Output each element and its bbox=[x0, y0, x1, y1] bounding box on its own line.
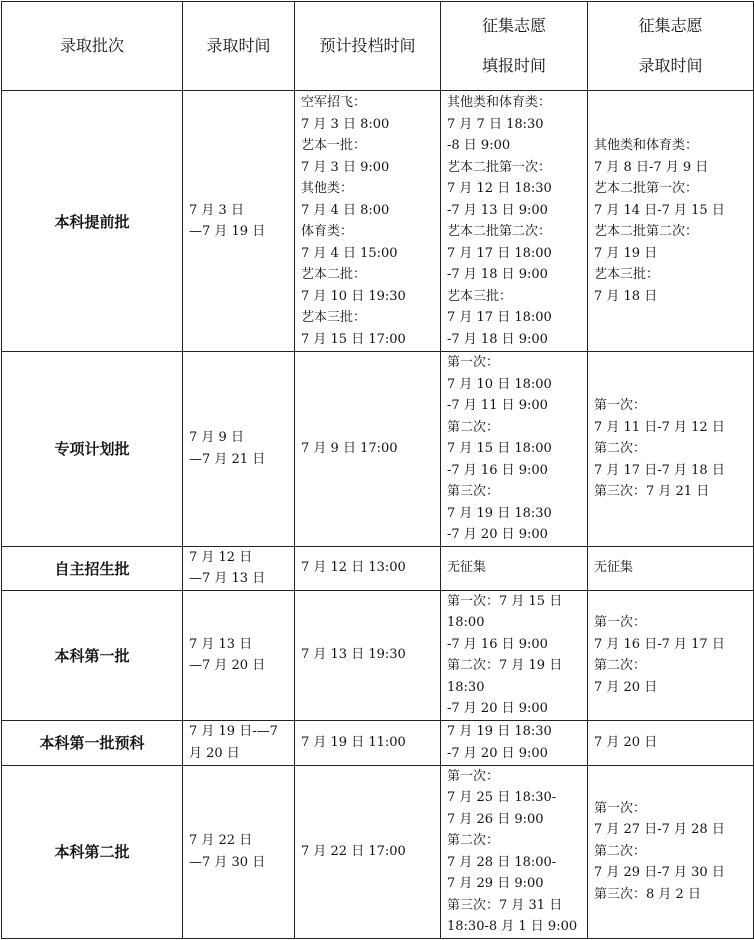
solicit-fill-cell bbox=[441, 590, 588, 720]
cell-line: 艺本一批： bbox=[301, 138, 367, 153]
table-row bbox=[2, 720, 754, 765]
cell-line: 7 月 20 日 bbox=[594, 734, 658, 750]
cell-line: 第一次： bbox=[594, 398, 647, 413]
cell-line: 第一次： bbox=[594, 615, 647, 630]
solicit-fill-cell bbox=[441, 720, 588, 765]
solicit-fill-cell bbox=[441, 91, 588, 352]
cell-line: —7 月 30 日 bbox=[189, 854, 266, 870]
cell-line: 7 月 27 日-7 月 28 日 bbox=[594, 822, 725, 838]
table-row bbox=[2, 590, 754, 720]
cell-line: 7 月 4 日 15:00 bbox=[301, 245, 398, 261]
cell-line: 第一次： bbox=[447, 355, 500, 370]
cell-line: 7 月 29 日-7 月 30 日 bbox=[594, 865, 725, 881]
cell-line: 7 月 12 日 18:30 bbox=[447, 181, 552, 196]
header-solicit-fill-time: 征集志愿 填报时间 bbox=[441, 2, 588, 91]
batch-name-cell: 专项计划批 bbox=[2, 352, 183, 547]
cell-line: 艺本二批第二次： bbox=[594, 224, 699, 239]
solicit-admit-cell bbox=[588, 352, 754, 547]
cell-line: 7 月 7 日 18:30 bbox=[447, 116, 544, 132]
cell-line: 艺本二批第一次： bbox=[594, 181, 699, 196]
header-row bbox=[2, 2, 754, 91]
cell-line: 7 月 9 日 bbox=[189, 430, 244, 446]
filing-time-cell bbox=[295, 91, 441, 352]
cell-line: 艺本三批： bbox=[301, 310, 367, 325]
cell-line: 7 月 17 日 18:00 bbox=[447, 245, 552, 261]
cell-line: 7 月 15 日 18:00 bbox=[447, 441, 552, 456]
cell-line: 第一次： bbox=[447, 768, 500, 784]
cell-line: 7 月 20 日 bbox=[594, 679, 658, 695]
header-batch: 录取批次 bbox=[2, 2, 183, 91]
solicit-admit-cell bbox=[588, 590, 754, 720]
cell-line: 第二次： bbox=[594, 441, 647, 456]
cell-line: -7 月 11 日 9:00 bbox=[447, 398, 548, 413]
batch-name-cell: 本科第一批 bbox=[2, 590, 183, 720]
cell-line: 7 月 10 日 18:00 bbox=[447, 376, 552, 392]
cell-line: 7 月 28 日 18:00- bbox=[447, 854, 557, 870]
header-solicit-admit-time: 征集志愿 录取时间 bbox=[588, 2, 754, 91]
admission-time-cell bbox=[183, 590, 295, 720]
cell-line: 7 月 15 日 17:00 bbox=[301, 331, 406, 347]
table-row bbox=[2, 91, 754, 352]
solicit-admit-cell bbox=[588, 91, 754, 352]
cell-line: 7 月 11 日-7 月 12 日 bbox=[594, 419, 725, 435]
cell-line: 第二次：7 月 19 日 bbox=[447, 658, 563, 673]
cell-line: 7 月 29 日 9:00 bbox=[447, 876, 544, 891]
cell-line: 7 月 4 日 8:00 bbox=[301, 202, 390, 218]
solicit-admit-cell bbox=[588, 765, 754, 938]
cell-line: -8 日 9:00 bbox=[447, 138, 511, 153]
cell-line: 空军招飞： bbox=[301, 95, 367, 110]
table-row bbox=[2, 546, 754, 590]
batch-name-cell: 本科第二批 bbox=[2, 765, 183, 938]
admission-time-cell bbox=[183, 352, 295, 547]
admission-time-cell bbox=[183, 720, 295, 765]
cell-line: 其他类和体育类： bbox=[447, 95, 552, 110]
cell-line: 艺本二批第二次： bbox=[447, 224, 552, 239]
cell-line: 7 月 3 日 9:00 bbox=[301, 159, 390, 175]
cell-line: 第三次：7 月 21 日 bbox=[594, 484, 710, 499]
cell-line: 第一次： bbox=[594, 800, 647, 816]
admission-time-cell bbox=[183, 765, 295, 938]
cell-line: 艺本二批： bbox=[301, 267, 367, 282]
cell-line: —7 月 20 日 bbox=[189, 658, 266, 673]
filing-time-cell bbox=[295, 546, 441, 590]
cell-line: 7 月 13 日 19:30 bbox=[301, 647, 406, 663]
cell-line: 7 月 19 日 bbox=[594, 245, 658, 261]
header-admission-time: 录取时间 bbox=[183, 2, 295, 91]
cell-line: 18:00 bbox=[447, 615, 485, 630]
cell-line: 无征集 bbox=[594, 560, 634, 576]
table-row bbox=[2, 352, 754, 547]
cell-line: 第二次： bbox=[447, 833, 500, 848]
cell-line: 7 月 12 日 bbox=[189, 549, 253, 565]
cell-line: 7 月 10 日 19:30 bbox=[301, 288, 406, 304]
cell-line: 无征集 bbox=[447, 560, 487, 576]
cell-line: 7 月 19 日-—7 bbox=[189, 724, 278, 739]
cell-line: -7 月 16 日 9:00 bbox=[447, 636, 548, 652]
cell-line: -7 月 20 日 9:00 bbox=[447, 527, 548, 542]
solicit-fill-cell bbox=[441, 765, 588, 938]
batch-name-cell: 本科提前批 bbox=[2, 91, 183, 352]
cell-line: 7 月 19 日 11:00 bbox=[301, 734, 406, 750]
cell-line: 其他类： bbox=[301, 181, 354, 196]
cell-line: 第二次： bbox=[594, 658, 647, 673]
header-filing-time: 预计投档时间 bbox=[295, 2, 441, 91]
cell-line: 第二次： bbox=[447, 419, 500, 435]
solicit-fill-cell bbox=[441, 546, 588, 590]
filing-time-cell bbox=[295, 352, 441, 547]
table-row bbox=[2, 765, 754, 938]
admission-time-cell bbox=[183, 91, 295, 352]
cell-line: 7 月 16 日-7 月 17 日 bbox=[594, 636, 725, 652]
cell-line: 艺本二批第一次： bbox=[447, 159, 552, 175]
cell-line: 7 月 19 日 18:30 bbox=[447, 505, 552, 521]
cell-line: -7 月 20 日 9:00 bbox=[447, 701, 548, 716]
cell-line: 7 月 3 日 bbox=[189, 202, 244, 218]
cell-line: 7 月 25 日 18:30- bbox=[447, 790, 557, 805]
cell-line: 第二次： bbox=[594, 843, 647, 859]
solicit-fill-cell bbox=[441, 352, 588, 547]
cell-line: 7 月 8 日-7 月 9 日 bbox=[594, 159, 709, 175]
cell-line: —7 月 21 日 bbox=[189, 451, 266, 467]
cell-line: —7 月 13 日 bbox=[189, 571, 266, 586]
cell-line: 第一次：7 月 15 日 bbox=[447, 593, 563, 609]
filing-time-cell bbox=[295, 590, 441, 720]
cell-line: 7 月 14 日-7 月 15 日 bbox=[594, 202, 725, 218]
cell-line: 艺本三批： bbox=[447, 288, 513, 304]
solicit-admit-cell bbox=[588, 720, 754, 765]
cell-line: -7 月 16 日 9:00 bbox=[447, 462, 548, 478]
cell-line: 18:30-8 月 1 日 9:00 bbox=[447, 919, 578, 934]
batch-name-cell: 自主招生批 bbox=[2, 546, 183, 590]
filing-time-cell bbox=[295, 720, 441, 765]
cell-line: 7 月 18 日 bbox=[594, 288, 658, 304]
cell-line: 其他类和体育类： bbox=[594, 138, 699, 153]
cell-line: 月 20 日 bbox=[189, 745, 240, 761]
cell-line: 7 月 3 日 8:00 bbox=[301, 116, 390, 132]
cell-line: 7 月 9 日 17:00 bbox=[301, 441, 398, 456]
cell-line: -7 月 18 日 9:00 bbox=[447, 267, 548, 282]
cell-line: 体育类： bbox=[301, 224, 354, 239]
cell-line: -7 月 13 日 9:00 bbox=[447, 202, 548, 218]
cell-line: 7 月 22 日 17:00 bbox=[301, 843, 406, 859]
cell-line: -7 月 18 日 9:00 bbox=[447, 331, 548, 347]
cell-line: 第三次：7 月 31 日 bbox=[447, 897, 563, 913]
cell-line: 7 月 13 日 bbox=[189, 636, 253, 652]
cell-line: 7 月 17 日 18:00 bbox=[447, 310, 552, 325]
cell-line: 7 月 17 日-7 月 18 日 bbox=[594, 462, 725, 478]
cell-line: 7 月 19 日 18:30 bbox=[447, 724, 552, 739]
cell-line: 艺本三批： bbox=[594, 267, 660, 282]
cell-line: 18:30 bbox=[447, 679, 485, 695]
admission-time-cell bbox=[183, 546, 295, 590]
cell-line: 第三次：8 月 2 日 bbox=[594, 886, 701, 902]
admission-schedule-table bbox=[1, 1, 754, 939]
cell-line: 7 月 22 日 bbox=[189, 833, 253, 848]
batch-name-cell: 本科第一批预科 bbox=[2, 720, 183, 765]
cell-line: 7 月 26 日 9:00 bbox=[447, 811, 544, 827]
cell-line: 7 月 12 日 13:00 bbox=[301, 560, 406, 576]
filing-time-cell bbox=[295, 765, 441, 938]
solicit-admit-cell bbox=[588, 546, 754, 590]
cell-line: -7 月 20 日 9:00 bbox=[447, 745, 548, 761]
cell-line: —7 月 19 日 bbox=[189, 224, 266, 239]
cell-line: 第三次： bbox=[447, 484, 500, 499]
